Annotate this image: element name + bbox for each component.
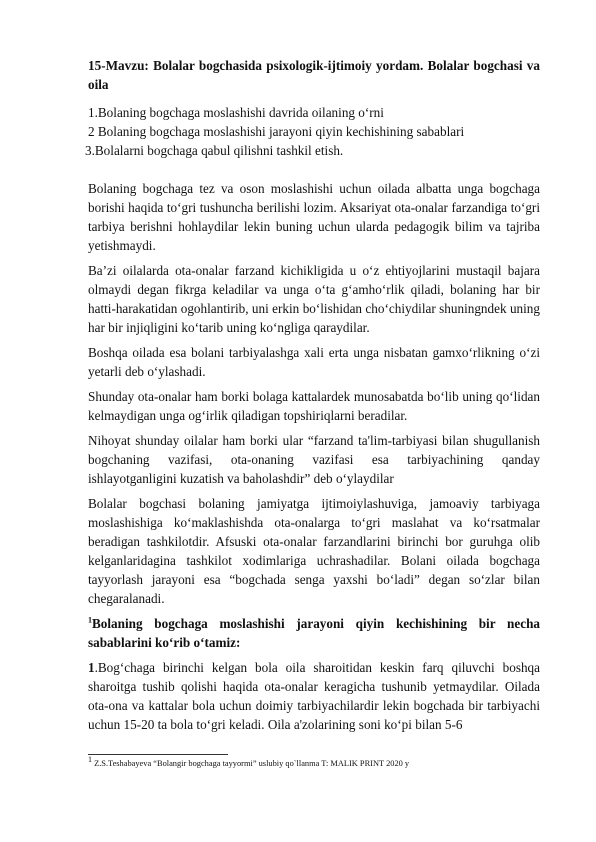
paragraph-1: Bolaning bogchaga tez va oson moslashishi uchun oilada albatta unga bogchaga borishi haqida to‘gri tushuncha berilishi lozim. Aksariyat ota-onalar farzandiga to‘gri tarbiya berishni hohlaydilar lekin buning uchun ularda pedagogik bilim va tajriba yetishmaydi.: [88, 181, 540, 253]
paragraph-6: Bolalar bogchasi bolaning jamiyatga ijtimoiylashuviga, jamoaviy tarbiyaga moslashishiga ko‘maklashishda ota-onalarga to‘gri maslahat va ko‘rsatmalar beradigan tashkilotdir. Afsuski ota-onalar farzandlarini birinchi bor guruhga olib kelganlaridagina tashkilot xodimlariga uchrashadilar. Bolani oilada bogchaga tayyorlash jarayoni esa “bogchada senga yaxshi bo‘ladi” degan so‘zlar bilan chegaralanadi.: [88, 496, 540, 606]
section-heading: [88, 614, 540, 652]
paragraph-7-text: .Bog‘chaga birinchi kelgan bola oila sharoitidan keskin farq qiluvchi boshqa sharoitga tushib qolishi haqida ota-onalar keragicha tushunib yetmaydilar. Oilada ota-ona va kattalar bola uchun doimiy tarbiyachilardir lekin bogchada bir tarbiyachi uchun 15-20 ta bola to‘gri keladi. Oila a'zolarining soni ko‘pi bilan 5-6: [88, 660, 540, 732]
paragraph-3: Boshqa oilada esa bolani tarbiyalashga xali erta unga nisbatan gamxo‘rlikning o‘zi yetarli deb o‘ylashadi.: [88, 345, 540, 379]
lesson-plan-list: [85, 103, 540, 160]
plan-item-3: 3.Bolalarni bogchaga qabul qilishni tashkil etish.: [85, 143, 344, 158]
topic-title: 15-Mavzu: Bolalar bogchasida psixologik-ijtimoiy yordam. Bolalar bogchasi va oila: [88, 58, 540, 92]
section-heading-text: Bolaning bogchaga moslashishi jarayoni qiyin kechishining bir necha sabablarini ko‘rib o‘tamiz:: [88, 616, 540, 650]
footnote-mark: 1: [88, 755, 92, 765]
footnote: [88, 755, 540, 769]
paragraph-5: Nihoyat shunday oilalar ham borki ular “farzand ta'lim-tarbiyasi bilan shugullanish bogchaning vazifasi, ota-onaning vazifasi esa tarbiyachining qanday ishlayotganligini kuzatish va baholashdir” deb o‘ylaydilar: [88, 433, 540, 486]
paragraph-7-number: 1: [88, 660, 95, 675]
plan-item-1: 1.Bolaning bogchaga moslashishi davrida oilaning o‘rni: [88, 105, 384, 120]
paragraph-4: Shunday ota-onalar ham borki bolaga kattalardek munosabatda bo‘lib uning qo‘lidan kelmaydigan unga og‘irlik qiladigan topshiriqlarni beradilar.: [88, 389, 540, 423]
footnote-separator: [88, 754, 228, 755]
paragraph-7: [88, 658, 540, 734]
document-body: [88, 179, 540, 740]
paragraph-2: Ba’zi oilalarda ota-onalar farzand kichikligida u o‘z ehtiyojlarini mustaqil bajara olmaydi degan fikrga keladilar va unga o‘ta g‘amho‘rlik qiladi, bolaning har bir hatti-harakatidan ogohlantirib, uni erkin bo‘lishidan cho‘chiydilar shuningndek uning har bir injiqligini ko‘tarib uning ko‘ngliga qaraydilar.: [88, 263, 540, 335]
plan-item-2: 2 Bolaning bogchaga moslashishi jarayoni qiyin kechishining sabablari: [88, 124, 465, 139]
footnote-text: Z.S.Teshabayeva “Bolangir bogchaga tayyormi” uslubiy qo`llanma T: MALIK PRINT 2020 y: [92, 759, 410, 768]
footnote-reference[interactable]: 1: [88, 615, 92, 625]
